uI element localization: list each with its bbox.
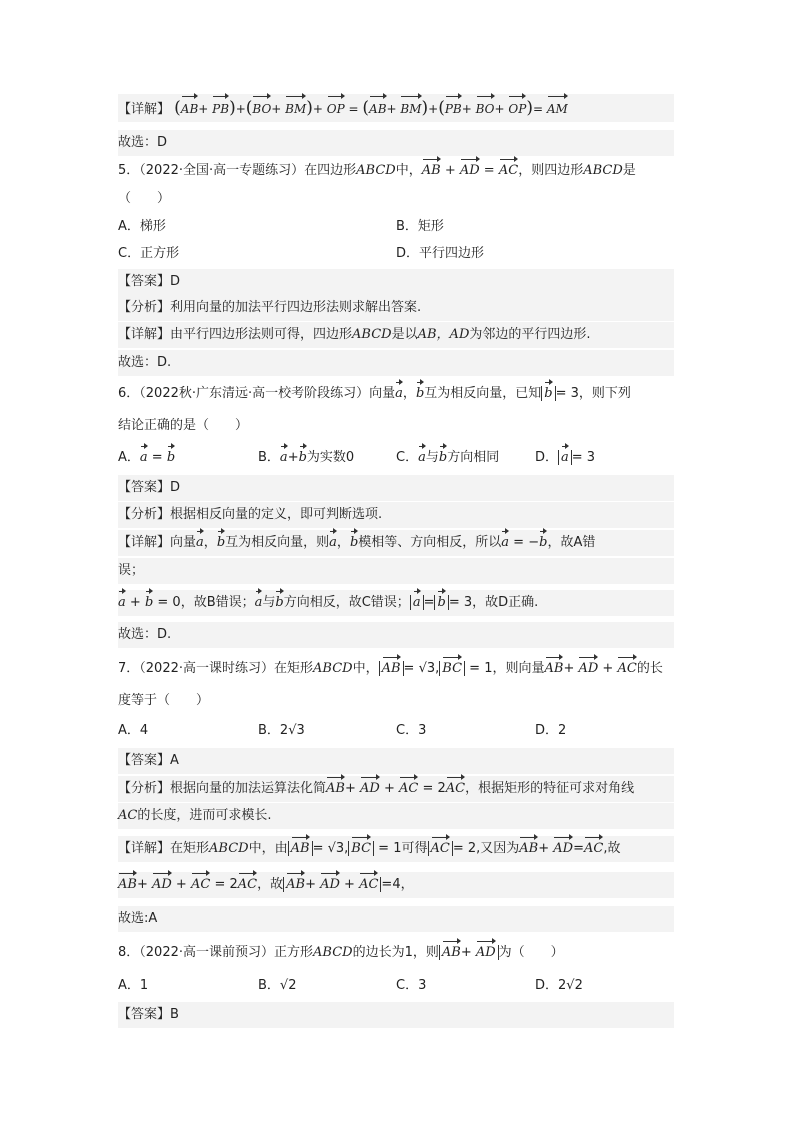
option-c[interactable]: C．3 [396, 723, 427, 738]
option-d[interactable]: D．2√2 [535, 978, 583, 993]
question-number: 6． [118, 386, 140, 401]
quad-name: ABCD [313, 661, 353, 676]
option-b[interactable]: B．2√3 [258, 723, 305, 738]
option-b[interactable]: B．√2 [258, 978, 297, 993]
question-number: 5． [118, 163, 140, 178]
quad-name: ABCD [313, 945, 353, 960]
detail-text: 模相等、方向相反，所以 [358, 535, 502, 550]
stem-text: 的长 [636, 661, 663, 676]
detail-text: = 2,又因为 [452, 841, 520, 856]
detail-line-q4 [118, 94, 674, 122]
detail-text: 是以 [391, 327, 418, 342]
abs-b: b [541, 386, 555, 401]
option-letter: D． [535, 450, 559, 465]
option-b[interactable]: B．矩形 [396, 219, 444, 234]
q6-analysis: 【分析】根据相反向量的定义，即可判断选项. [118, 502, 674, 528]
stem-text: 互为相反向量，已知 [424, 386, 542, 401]
detail-text: ，故 [257, 877, 284, 892]
detail-tag: 【详解】 [118, 535, 171, 550]
stem-text: 中， [352, 661, 379, 676]
question-source: （2022·高一课前预习） [139, 945, 274, 960]
q8-stem: 8．（2022·高一课前预习）正方形ABCD的边长为1，则 AB+ AD 为（ ） [118, 940, 674, 966]
q6-choice: 故选：D. [118, 622, 674, 648]
q7-options [118, 718, 674, 744]
detail-text: ,故 [603, 841, 621, 856]
question-source: （2022秋·广东清远·高一校考阶段练习） [139, 386, 370, 401]
side-names: AB，AD [417, 327, 470, 342]
option-c[interactable]: C．a与b方向相同 [396, 445, 499, 471]
stem-text: 是 [622, 163, 636, 178]
q6-answer: 【答案】D [118, 475, 674, 501]
quad-name: ABCD [352, 327, 392, 342]
detail-text: 由平行四边形法则可得，四边形 [170, 327, 353, 342]
detail-tag: 【详解】 [118, 327, 171, 342]
option-a[interactable]: A．a = b [118, 445, 175, 471]
detail-text: =4， [381, 877, 414, 892]
quad-name: ABCD [583, 163, 623, 178]
q7-detail-line2: AB+ AD + AC = 2AC，故 AB+ AD + AC =4， [118, 872, 674, 898]
option-d[interactable]: D． a = 3 [535, 445, 595, 471]
q7-analysis-line2 [118, 803, 674, 829]
value: 1 [393, 841, 402, 856]
option-c[interactable]: C．3 [396, 978, 427, 993]
detail-text: = 0，故B错误； [157, 595, 255, 610]
question-number: 8． [118, 945, 140, 960]
vector-equation: AB + AD = AC [422, 163, 518, 178]
option-d[interactable]: D．平行四边形 [396, 246, 485, 261]
detail-text: 可得 [401, 841, 428, 856]
q5-stem [118, 158, 674, 184]
detail-text: 中，由 [248, 841, 288, 856]
q6-options [118, 445, 674, 471]
q6-detail: 【详解】向量a，b互为相反向量，则a，b模相等、方向相反，所以a = −b，故A错 [118, 530, 674, 556]
stem-text: 在矩形 [274, 661, 314, 676]
quad-name: ABCD [356, 163, 396, 178]
question-number: 7． [118, 661, 140, 676]
option-text: 与 [425, 450, 439, 465]
analysis-text: ，根据矩形的特征可求对角线 [465, 781, 635, 796]
stem-text: = 3，则下列 [555, 386, 631, 401]
q5-paren: （ ） [118, 191, 171, 206]
q6-stem: 6．（2022秋·广东清远·高一校考阶段练习）向量a，b互为相反向量，已知 b = 3，则下列 [118, 381, 674, 407]
option-a[interactable]: A．1 [118, 978, 149, 993]
vector-a: a [395, 381, 403, 407]
detail-formula: (AB+ PB)+(BO+ BM)+ OP = (AB+ BM)+(PB+ BO+ OP)= AM [174, 102, 568, 116]
sqrt-value: √3 [418, 661, 436, 676]
detail-text: ，故A错 [547, 535, 596, 550]
detail-text: 互为相反向量，则 [225, 535, 330, 550]
q5-choice: 故选：D. [118, 350, 674, 376]
q7-analysis: 【分析】根据向量的加法运算法化简AB+ AD + AC = 2AC，根据矩形的特征可求对角线 [118, 776, 674, 802]
q5-analysis: 【分析】利用向量的加法平行四边形法则求解出答案. [118, 295, 674, 321]
detail-tag: 【详解】 [118, 841, 171, 856]
stem-text: 的边长为 [352, 945, 405, 960]
q7-choice: 故选:A [118, 906, 674, 932]
option-a[interactable]: A．4 [118, 723, 149, 738]
q5-options-row2 [118, 241, 674, 267]
detail-text: 与 [262, 595, 276, 610]
option-b[interactable]: B．a+b为实数0 [258, 445, 354, 471]
stem-text: 在四边形 [304, 163, 357, 178]
stem-text: ，则四边形 [518, 163, 584, 178]
stem-text: 为（ ） [498, 945, 564, 960]
q7-answer: 【答案】A [118, 748, 674, 774]
detail-text: 向量 [170, 535, 197, 550]
sqrt-value: √3 [327, 841, 345, 856]
option-c[interactable]: C．正方形 [118, 246, 180, 261]
detail-text: 方向相反，故C错误； [283, 595, 410, 610]
option-text: = 3 [571, 450, 596, 465]
option-d[interactable]: D．2 [535, 723, 567, 738]
choice-line-q4: 故选：D [118, 130, 674, 156]
q5-detail [118, 322, 674, 348]
q6-detail-line3: a + b = 0，故B错误；a与b方向相反，故C错误； a = b = 3，故D正确. [118, 590, 674, 616]
value: 1 [484, 661, 493, 676]
detail-text: 为邻边的平行四边形. [469, 327, 591, 342]
q8-options [118, 973, 674, 999]
stem-text: 1，则 [404, 945, 439, 960]
analysis-text: 【分析】根据向量的加法运算法化简 [118, 781, 327, 796]
stem-text: 正方形 [274, 945, 314, 960]
detail-text: 在矩形 [170, 841, 210, 856]
diagonal-name: AC [118, 808, 138, 823]
question-source: （2022·高一课时练习） [139, 661, 274, 676]
q7-detail: 【详解】在矩形ABCD中，由 AB = √3, BC = 1可得 AC = 2,又因为AB+ AD=AC,故 [118, 836, 674, 862]
option-text: 为实数0 [306, 450, 355, 465]
stem-text: ，则向量 [492, 661, 545, 676]
q6-stem-line2: 结论正确的是（ ） [118, 418, 249, 433]
detail-tag: 【详解】 [118, 102, 171, 117]
stem-text: 中， [395, 163, 422, 178]
option-letter: A． [118, 450, 140, 465]
detail-text: = 3，故D正确. [448, 595, 539, 610]
option-letter: C． [396, 450, 419, 465]
q6-detail-line2: 误； [118, 558, 674, 584]
question-source: （2022·全国·高一专题练习） [139, 163, 305, 178]
q5-answer: 【答案】D [118, 269, 674, 295]
q7-stem-line2: 度等于（ ） [118, 693, 210, 708]
option-text: 方向相同 [447, 450, 500, 465]
stem-text: 向量 [369, 386, 396, 401]
option-letter: B． [258, 450, 280, 465]
quad-name: ABCD [209, 841, 249, 856]
vector-b: b [416, 381, 424, 407]
q8-answer: 【答案】B [118, 1002, 674, 1028]
analysis-text: 的长度，进而可求模长. [137, 808, 272, 823]
option-a[interactable]: A．梯形 [118, 219, 166, 234]
q5-options-row1 [118, 214, 674, 240]
q7-stem: 7．（2022·高一课时练习）在矩形ABCD中， AB = √3, BC = 1，则向量AB+ AD + AC的长 [118, 656, 674, 682]
